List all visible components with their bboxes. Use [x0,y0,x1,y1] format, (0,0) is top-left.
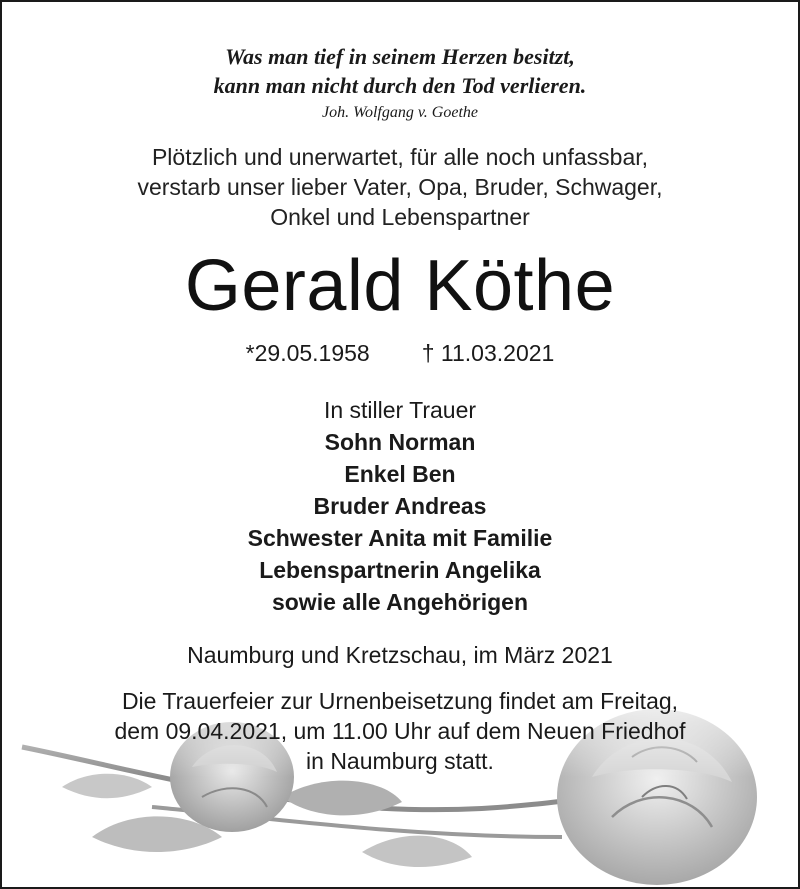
quote-line: kann man nicht durch den Tod verlieren. [213,73,587,98]
intro-line: verstarb unser lieber Vater, Opa, Bruder, Schwager, [137,174,663,200]
quote [2,42,798,100]
mourner: Schwester Anita mit Familie [247,525,553,551]
quote-line: Was man tief in seinem Herzen besitzt, [225,44,575,69]
mourner: Enkel Ben [344,461,456,487]
intro-line: Onkel und Lebenspartner [270,204,530,230]
intro-text [2,142,798,232]
ceremony-info [2,686,798,776]
mourner: Sohn Norman [324,429,476,455]
mourner: sowie alle Angehörigen [271,589,529,615]
intro-line: Plötzlich und unerwartet, für alle noch unfassbar, [151,144,649,170]
ceremony-line: dem 09.04.2021, um 11.00 Uhr auf dem Neuen Friedhof [114,718,686,744]
quote-author: Joh. Wolfgang v. Goethe [322,104,478,121]
place-date: Naumburg und Kretzschau, im März 2021 [187,642,613,668]
mourner: Lebenspartnerin Angelika [259,557,541,583]
mourning-intro: In stiller Trauer [323,397,477,423]
obituary-content [2,2,798,776]
birth-date: *29.05.1958 [245,340,370,366]
mourner: Bruder Andreas [313,493,487,519]
life-dates [2,338,798,368]
deceased-name: Gerald Köthe [184,246,616,326]
death-date: † 11.03.2021 [421,340,555,366]
ceremony-line: Die Trauerfeier zur Urnenbeisetzung findet am Freitag, [121,688,679,714]
mourners-list [2,426,798,618]
ceremony-line: in Naumburg statt. [306,748,494,774]
